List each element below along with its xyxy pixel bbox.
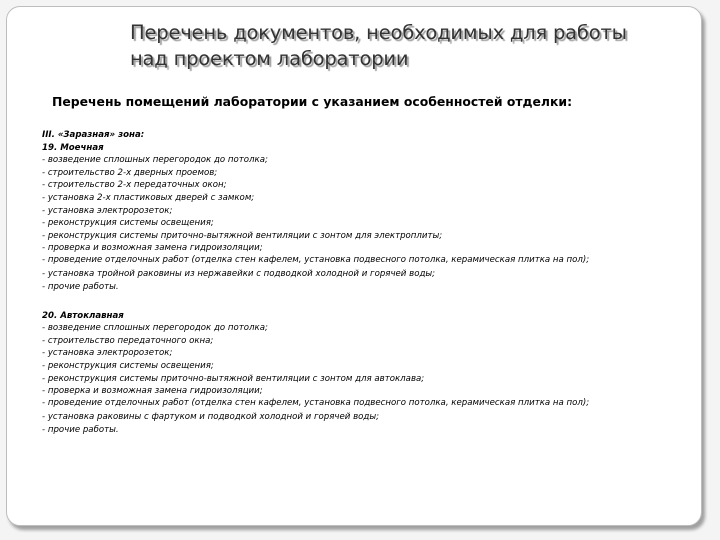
slide-subtitle: Перечень помещений лаборатории с указанием особенностей отделки: <box>52 94 573 109</box>
room-section-autoclave <box>42 310 682 437</box>
list-item: - возведение сплошных перегородок до потолка; <box>42 323 268 334</box>
section-spacer <box>42 294 682 310</box>
slide-title: Перечень документов, необходимых для работы над проектом лаборатории <box>130 21 627 70</box>
list-item: - проверка и возможная замена гидроизоляции; <box>42 386 263 397</box>
list-item: - прочие работы. <box>42 282 119 293</box>
list-item: - установка 2-х пластиковых дверей с замком; <box>42 192 255 203</box>
zone-title: III. «Заразная» зона: <box>42 130 145 140</box>
list-item: - возведение сплошных перегородок до потолка; <box>42 155 268 166</box>
list-item: - установка электророзеток; <box>42 348 173 359</box>
list-item: - установка электророзеток; <box>42 205 173 216</box>
list-item: - установка тройной раковины из нержавейки с подводкой холодной и горячей воды; <box>42 269 436 280</box>
room-list <box>42 129 682 436</box>
room-section-washroom <box>42 142 682 294</box>
list-item: - проведение отделочных работ (отделка стен кафелем, установка подвесного потолка, керамическая плитка на пол); <box>42 397 590 408</box>
list-item: - проведение отделочных работ (отделка стен кафелем, установка подвесного потолка, керамическая плитка на пол); <box>42 254 590 265</box>
list-item: - проверка и возможная замена гидроизоляции; <box>42 243 263 254</box>
list-item: - реконструкция системы освещения; <box>42 218 214 229</box>
list-item: - реконструкция системы освещения; <box>42 361 214 371</box>
list-item: - реконструкция системы приточно-вытяжной вентиляции с зонтом для автоклава; <box>42 373 425 384</box>
list-item: - установка раковины с фартуком и подводкой холодной и горячей воды; <box>42 412 380 423</box>
list-item: - реконструкция системы приточно-вытяжной вентиляции с зонтом для электроплиты; <box>42 230 443 241</box>
list-item: - прочие работы. <box>42 424 119 435</box>
room-title: 19. Моечная <box>42 142 104 153</box>
list-item: - строительство передаточного окна; <box>42 335 214 346</box>
list-item: - строительство 2-х дверных проемов; <box>42 167 218 178</box>
room-title: 20. Автоклавная <box>42 310 124 321</box>
list-item: - строительство 2-х передаточных окон; <box>42 180 227 191</box>
